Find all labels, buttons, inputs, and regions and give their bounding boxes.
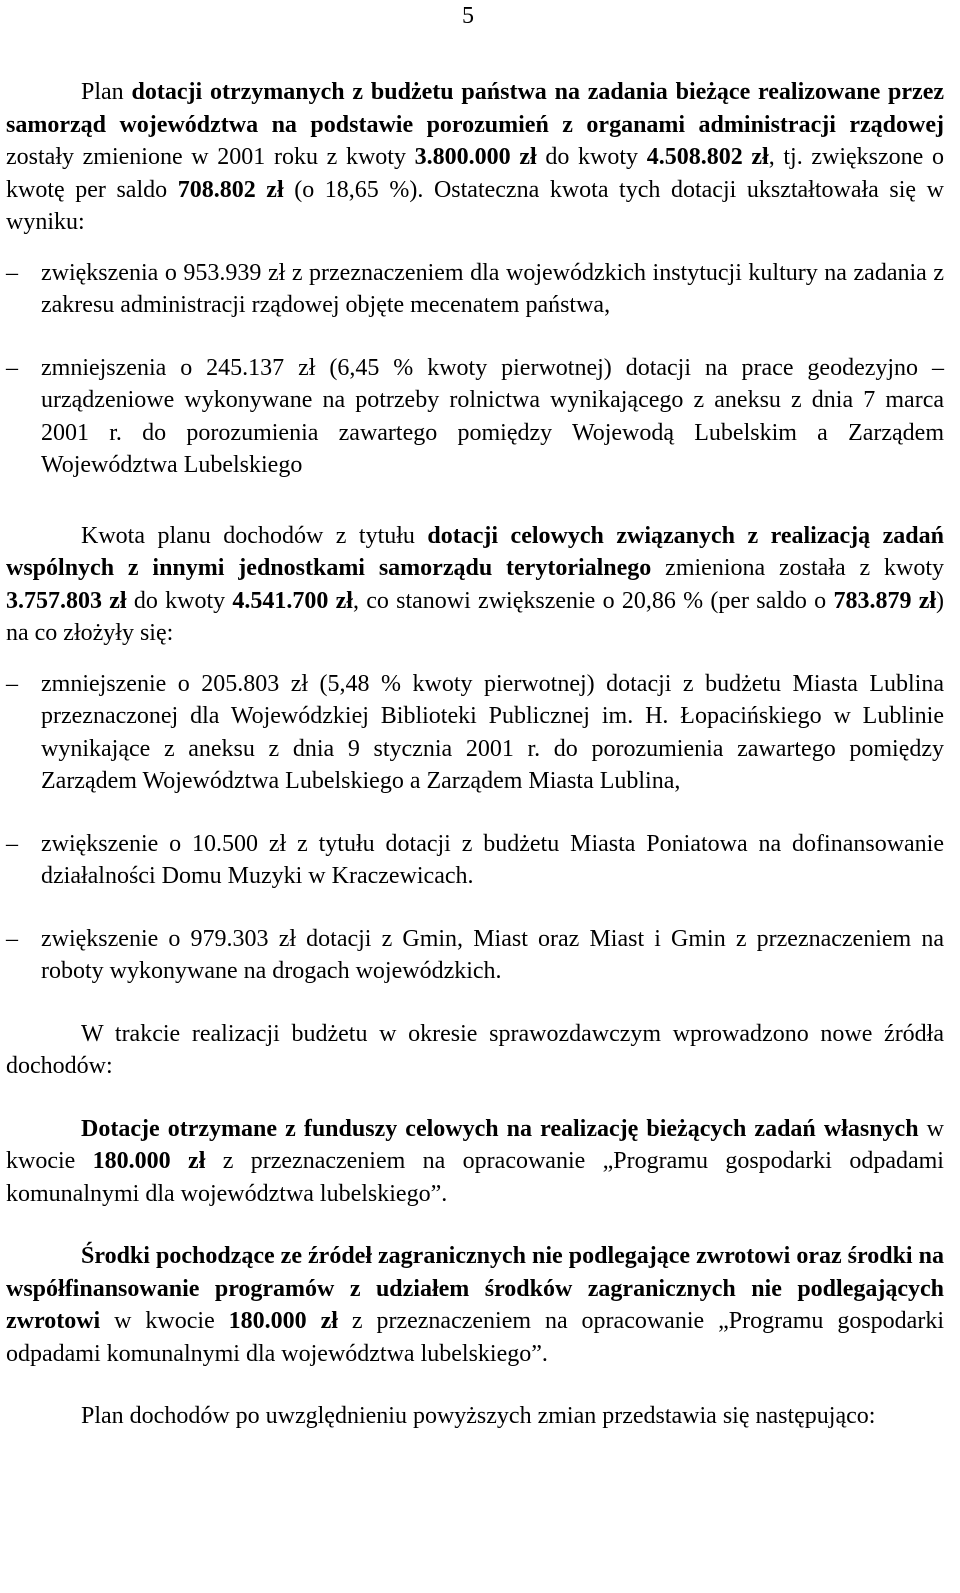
bold-amount: 4.541.700 zł — [232, 587, 353, 614]
dash-bullet: – — [6, 259, 18, 286]
text: z przeznaczeniem na opracowanie „Programu gospodarki odpadami komunalnymi dla województwa lubelskiego”. — [6, 1308, 944, 1367]
bold-text: Środki pochodzące ze źródeł zagranicznych nie podlegające zwrotowi oraz środki na współfinansowanie programów z udziałem środków zagranicznych nie podlegających zwrotowi — [6, 1243, 944, 1334]
text: zmieniona została z kwoty — [651, 555, 945, 581]
dash-bullet: – — [6, 354, 18, 381]
document-body — [6, 76, 944, 1433]
paragraph-targeted-grants — [6, 520, 944, 650]
text: do kwoty — [536, 144, 647, 170]
bold-amount: 3.757.803 zł — [6, 587, 127, 614]
dash-bullet: – — [6, 925, 18, 952]
bold-amount: 708.802 zł — [177, 176, 284, 203]
bold-amount: 3.800.000 zł — [414, 144, 537, 170]
paragraph-income-plan: Plan dochodów po uwzględnieniu powyższych zmian przedstawia się następująco: — [81, 1403, 876, 1429]
paragraph-earmarked-funds — [6, 1113, 944, 1211]
paragraph-foreign-funds — [6, 1240, 944, 1370]
bold-text: dotacji otrzymanych z budżetu państwa na zadania bieżące realizowane przez samorząd województwa na podstawie porozumień z organami administracji rządowej — [6, 79, 945, 138]
bold-text: Dotacje otrzymane z funduszy celowych na realizację bieżących zadań własnych — [81, 1115, 919, 1142]
bold-amount: 783.879 zł — [833, 587, 937, 614]
list-item-text: zwiększenia o 953.939 zł z przeznaczeniem dla wojewódzkich instytucji kultury na zadania z zakresu administracji rządowej objęte mecenatem państwa, — [41, 259, 944, 318]
text: do kwoty — [126, 587, 233, 614]
change-list-2 — [6, 668, 944, 988]
text: ) na co złożyły się: — [6, 587, 945, 646]
text: w kwocie — [100, 1308, 229, 1334]
text: w kwocie — [6, 1115, 944, 1174]
bold-amount: 180.000 zł — [92, 1148, 206, 1174]
list-item-text: zmniejszenia o 245.137 zł (6,45 % kwoty pierwotnej) dotacji na prace geodezyjno – urządzeniowe wykonywane na potrzeby rolnictwa wynikającego z aneksu z dnia 7 marca 2001 r. do porozumienia zawartego pomiędzy Wojewodą Lubelskim a Zarządem Województwa Lubelskiego — [41, 354, 944, 478]
list-item-text: zwiększenie o 10.500 zł z tytułu dotacji z budżetu Miasta Poniatowa na dofinansowanie działalności Domu Muzyki w Kraczewicach. — [41, 830, 944, 889]
text: , tj. zwiększone o kwotę per saldo — [6, 144, 944, 203]
list-item-text: zwiększenie o 979.303 zł dotacji z Gmin, Miast oraz Miast i Gmin z przeznaczeniem na roboty wykonywane na drogach wojewódzkich. — [41, 925, 944, 984]
text: zostały zmienione w 2001 roku z kwoty — [6, 144, 415, 170]
list-item — [6, 923, 944, 988]
text: Plan — [81, 79, 132, 105]
text: Kwota planu dochodów z tytułu — [81, 522, 428, 549]
list-item — [6, 668, 944, 798]
text: (o 18,65 %). Ostateczna kwota tych dotacji ukształtowała się w wyniku: — [6, 176, 944, 235]
paragraph-grants-plan — [6, 76, 944, 239]
page-number: 5 — [462, 3, 474, 29]
bold-amount: 4.508.802 zł — [646, 144, 769, 170]
list-item — [6, 352, 944, 482]
change-list-1 — [6, 257, 944, 482]
list-item — [6, 828, 944, 893]
paragraph-new-sources: W trakcie realizacji budżetu w okresie sprawozdawczym wprowadzono nowe źródła dochodów: — [6, 1020, 944, 1079]
bold-amount: 180.000 zł — [228, 1308, 338, 1334]
list-item-text: zmniejszenie o 205.803 zł (5,48 % kwoty pierwotnej) dotacji z budżetu Miasta Lublina przeznaczonej dla Wojewódzkiej Biblioteki Publicznej im. H. Łopacińskiego w Lublinie wynikające z aneksu z dnia 9 stycznia 2001 r. do porozumienia zawartego pomiędzy Zarządem Województwa Lubelskiego a Zarządem Miasta Lublina, — [41, 670, 944, 794]
list-item — [6, 257, 944, 322]
text: z przeznaczeniem na opracowanie „Programu gospodarki odpadami komunalnymi dla województwa lubelskiego”. — [6, 1148, 944, 1207]
text: , co stanowi zwiększenie o 20,86 % (per saldo o — [352, 587, 834, 614]
dash-bullet: – — [6, 830, 18, 857]
bold-text: dotacji celowych związanych z realizacją zadań wspólnych z innymi jednostkami samorządu terytorialnego — [6, 522, 944, 581]
dash-bullet: – — [6, 670, 18, 697]
